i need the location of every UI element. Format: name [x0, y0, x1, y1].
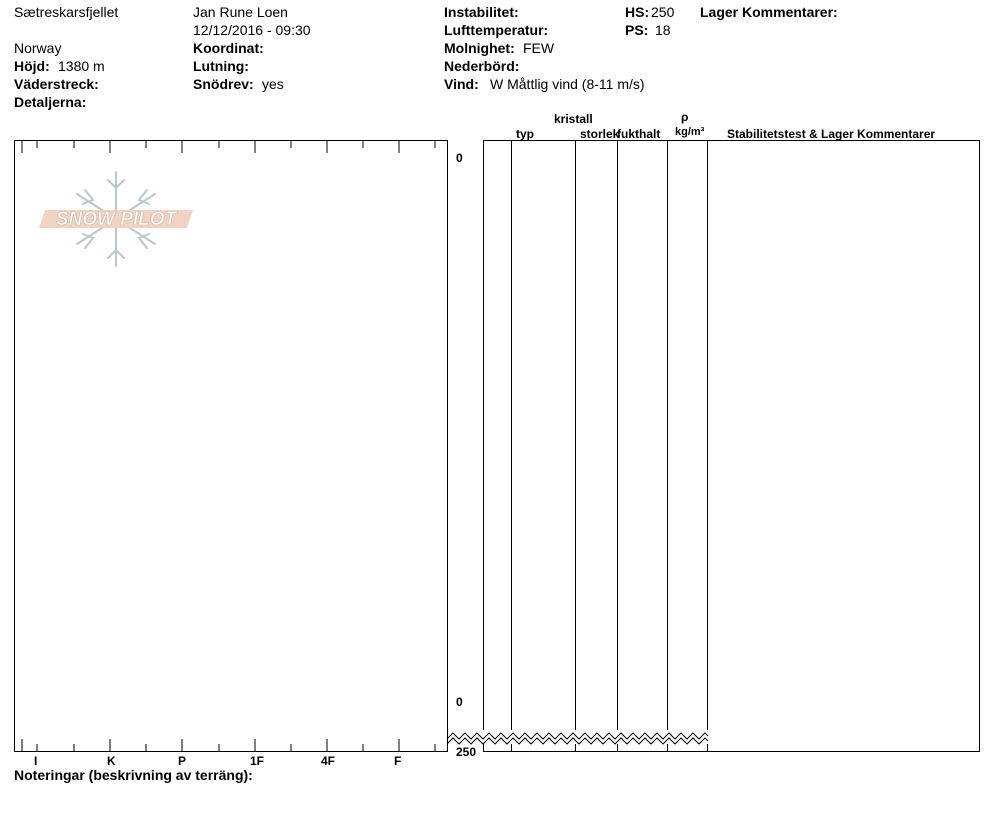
layer-table-box	[483, 140, 980, 752]
snowpilot-logo	[37, 170, 197, 270]
column-header-rho: ρ	[681, 110, 689, 124]
column-header-crystal: kristall	[554, 112, 593, 126]
hardness-label-i: I	[34, 754, 38, 768]
hardness-label-4f: 4F	[321, 754, 336, 768]
layer-comments-label: Lager Kommentarer:	[700, 4, 838, 20]
coordinate-label: Koordinat:	[193, 40, 264, 56]
hardness-label-p: P	[178, 754, 187, 768]
column-header-moisture: fukthalt	[617, 127, 661, 141]
column-header-type: typ	[516, 127, 534, 141]
details-label: Detaljerna:	[14, 94, 87, 110]
column-divider	[617, 140, 618, 752]
elevation-value: 1380 m	[58, 58, 105, 74]
hardness-label-1f: 1F	[250, 754, 265, 768]
observation-datetime: 12/12/2016 - 09:30	[193, 22, 311, 38]
elevation-label: Höjd:	[14, 58, 50, 74]
depth-label-top: 0	[456, 151, 463, 165]
hardness-label-f: F	[394, 754, 402, 768]
depth-label-zero: 0	[456, 695, 463, 709]
wind-label: Vind:	[444, 76, 479, 92]
column-divider	[667, 140, 668, 752]
column-header-size: storlek	[580, 127, 620, 141]
depth-break-zigzag	[447, 728, 709, 746]
column-divider	[511, 140, 512, 752]
snowdrift-value: yes	[262, 76, 284, 92]
location-name: Sætreskarsfjellet	[14, 4, 119, 20]
slope-label: Lutning:	[193, 58, 249, 74]
observer-name: Jan Rune Loen	[193, 4, 288, 20]
country: Norway	[14, 40, 62, 56]
cloud-value: FEW	[523, 40, 555, 56]
cloud-label: Molnighet:	[444, 40, 515, 56]
column-divider	[575, 140, 576, 752]
wind-value: W Måttlig vind (8-11 m/s)	[490, 76, 645, 92]
air-temp-label: Lufttemperatur:	[444, 22, 549, 38]
ps-label: PS:	[625, 22, 649, 38]
hs-value: 250	[651, 4, 675, 20]
column-header-density-unit: kg/m³	[675, 126, 705, 138]
instability-label: Instabilitet:	[444, 4, 519, 20]
notes-label: Noteringar (beskrivning av terräng):	[14, 767, 253, 783]
ps-value: 18	[655, 22, 671, 38]
hardness-label-k: K	[107, 754, 116, 768]
aspect-label: Väderstreck:	[14, 76, 99, 92]
depth-label-bottom: 250	[456, 745, 477, 759]
column-header-comments: Stabilitetstest & Lager Kommentarer	[727, 127, 936, 141]
column-divider	[707, 140, 708, 752]
snowdrift-label: Snödrev:	[193, 76, 254, 92]
precipitation-label: Nederbörd:	[444, 58, 520, 74]
hs-label: HS:	[625, 4, 650, 20]
snowpilot-logo-text: SNOW PILOT	[55, 209, 177, 230]
